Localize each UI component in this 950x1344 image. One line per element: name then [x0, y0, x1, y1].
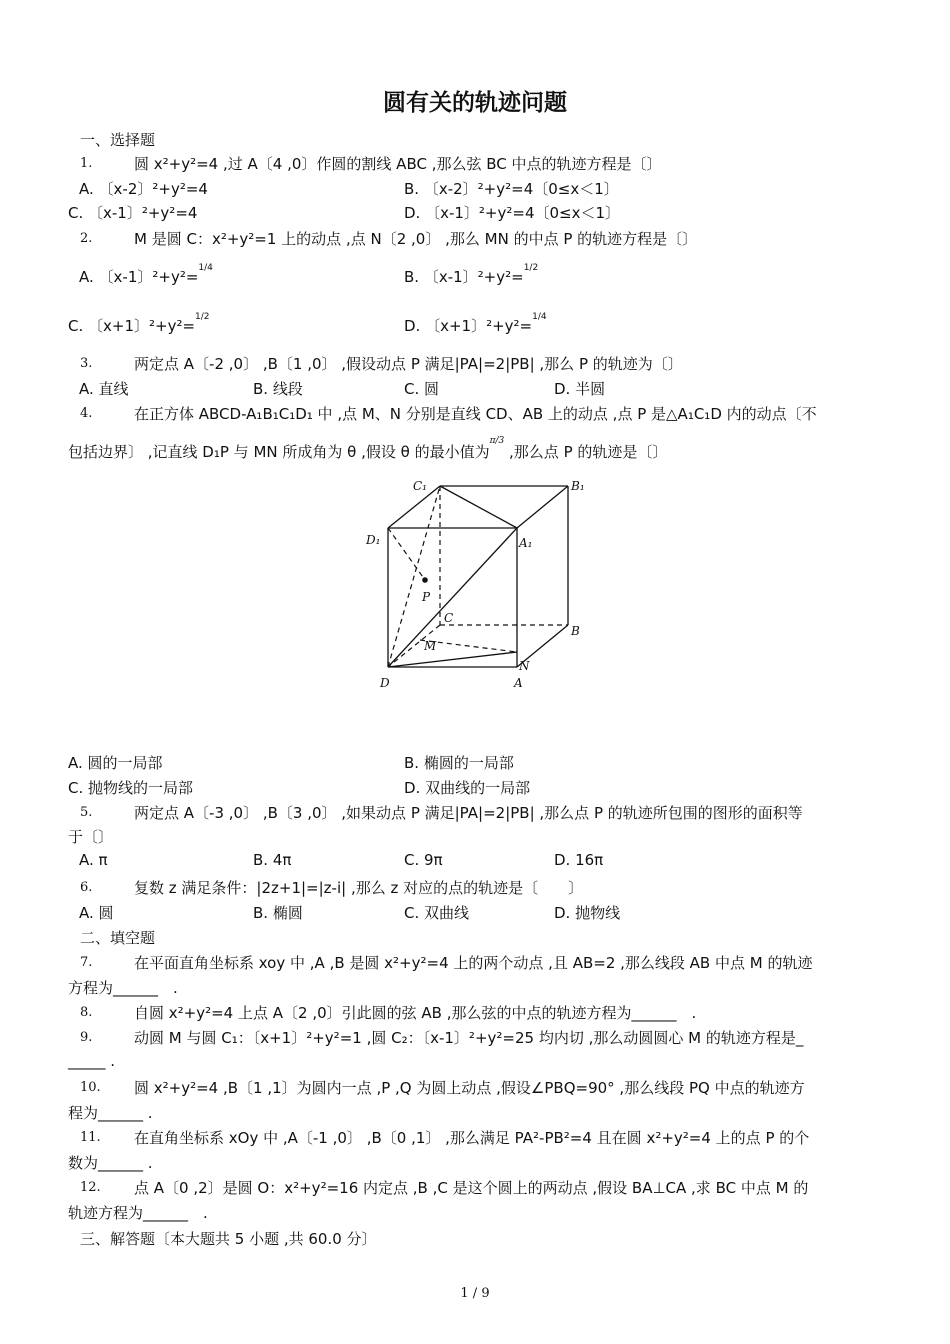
question-number: 3. [80, 356, 93, 371]
section-heading-fill: 二、填空题 [80, 929, 156, 947]
section-heading-answer: 三、解答题〔本大题共 5 小题 ,共 60.0 分〕 [80, 1230, 377, 1248]
question-stem: 在正方体 ABCD-A₁B₁C₁D₁ 中 ,点 M、N 分别是直线 CD、AB 上的动点 ,点 P 是△A₁C₁D 内的动点〔不 [134, 405, 817, 423]
question-stem: 在平面直角坐标系 xoy 中 ,A ,B 是圆 x²+y²=4 上的两个动点 ,且 AB=2 ,那么线段 AB 中点 M 的轨迹 [134, 954, 813, 972]
option-b: B. 〔x-2〕²+y²=4〔0≤x＜1〕 [404, 180, 619, 198]
option-c: C. 抛物线的一局部 [68, 779, 194, 797]
question-number: 10. [80, 1080, 101, 1095]
label-b1: B₁ [571, 479, 585, 493]
question-stem: 圆 x²+y²=4 ,B〔1 ,1〕为圆内一点 ,P ,Q 为圆上动点 ,假设∠PBQ=90° ,那么线段 PQ 中点的轨迹方 [134, 1079, 805, 1097]
question-number: 4. [80, 406, 93, 421]
question-stem: 两定点 A〔-3 ,0〕 ,B〔3 ,0〕 ,如果动点 P 满足|PA|=2|PB| ,那么点 P 的轨迹所包围的图形的面积等 [134, 804, 803, 822]
question-stem: 在直角坐标系 xOy 中 ,A〔-1 ,0〕 ,B〔0 ,1〕 ,那么满足 PA²-PB²=4 且在圆 x²+y²=4 上的点 P 的个 [134, 1129, 810, 1147]
label-d1: D₁ [366, 533, 381, 547]
option-a: A. 〔x-1〕²+y²=$^{1/4}$ [79, 263, 213, 286]
fraction: π/3 [489, 436, 505, 446]
option-d: D. 双曲线的一局部 [404, 779, 531, 797]
question-stem: 动圆 M 与圆 C₁：〔x+1〕²+y²=1 ,圆 C₂：〔x-1〕²+y²=25 均内切 ,那么动圆圆心 M 的轨迹方程是_ [134, 1029, 804, 1047]
fraction: 1/4 [532, 312, 547, 322]
option-b: B. 椭圆的一局部 [404, 754, 514, 772]
question-stem: M 是圆 C：x²+y²=1 上的动点 ,点 N〔2 ,0〕 ,那么 MN 的中点 P 的轨迹方程是〔〕 [134, 230, 698, 248]
question-number: 2. [80, 231, 93, 246]
option-b: B. 椭圆 [253, 904, 303, 922]
question-stem: 复数 z 满足条件：|2z+1|=|z-i| ,那么 z 对应的点的轨迹是〔 〕 [134, 879, 584, 897]
option-a: A. 直线 [79, 380, 129, 398]
option-a: A. 圆的一局部 [68, 754, 163, 772]
label-b: B [571, 624, 580, 638]
hidden-segment-d1-p [388, 528, 425, 580]
label-a1: A₁ [519, 536, 533, 550]
option-c: C. 9π [404, 851, 443, 869]
question-number: 8. [80, 1005, 93, 1020]
question-stem-continued: 方程为______ . [68, 979, 178, 997]
question-stem: 两定点 A〔-2 ,0〕 ,B〔1 ,0〕 ,假设动点 P 满足|PA|=2|PB| ,那么 P 的轨迹为〔〕 [134, 355, 683, 373]
question-stem-continued: 于〔〕 [68, 828, 114, 846]
label-c1: C₁ [413, 479, 427, 493]
diag-c1-a1 [440, 486, 517, 528]
question-number: 1. [80, 156, 93, 171]
question-stem-continued: 数为______ . [68, 1154, 153, 1172]
question-number: 12. [80, 1180, 101, 1195]
question-stem-continued: 程为______ . [68, 1104, 153, 1122]
option-b: B. 线段 [253, 380, 303, 398]
cube-figure [360, 470, 600, 700]
page-title: 圆有关的轨迹问题 [383, 90, 567, 116]
option-c: C. 〔x-1〕²+y²=4 [68, 204, 198, 222]
question-number: 7. [80, 955, 93, 970]
question-number: 5. [80, 805, 93, 820]
option-d: D. 抛物线 [554, 904, 621, 922]
question-stem-continued: 轨迹方程为______ . [68, 1204, 208, 1222]
option-a: A. 〔x-2〕²+y²=4 [79, 180, 208, 198]
option-d: D. 〔x+1〕²+y²=$^{1/4}$ [404, 312, 547, 335]
label-m: M [424, 639, 437, 653]
option-d: D. 16π [554, 851, 604, 869]
page-number: 1 / 9 [460, 1286, 490, 1301]
option-b: B. 〔x-1〕²+y²=$^{1/2}$ [404, 263, 539, 286]
question-stem: 自圆 x²+y²=4 上点 A〔2 ,0〕引此圆的弦 AB ,那么弦的中点的轨迹方程为______ . [134, 1004, 697, 1022]
question-stem: 点 A〔0 ,2〕是圆 O：x²+y²=16 内定点 ,B ,C 是这个圆上的两动点 ,假设 BA⊥CA ,求 BC 中点 M 的 [134, 1179, 809, 1197]
question-stem-continued: _____ . [68, 1052, 116, 1070]
question-stem-continued: 包括边界〕 ,记直线 D₁P 与 MN 所成角为 θ ,假设 θ 的最小值为$^{\pi/3}$ ,那么点 P 的轨迹是〔〕 [68, 436, 668, 461]
label-p: P [422, 590, 431, 604]
question-number: 11. [80, 1130, 101, 1145]
option-d: D. 半圆 [554, 380, 606, 398]
option-a: A. π [79, 851, 108, 869]
label-d: D [380, 676, 390, 690]
question-number: 9. [80, 1030, 93, 1045]
option-c: C. 圆 [404, 380, 440, 398]
label-a: A [514, 676, 523, 690]
fraction: 1/2 [195, 312, 210, 322]
label-c: C [444, 611, 454, 625]
question-stem: 圆 x²+y²=4 ,过 A〔4 ,0〕作圆的割线 ABC ,那么弦 BC 中点的轨迹方程是〔〕 [134, 155, 662, 173]
option-c: C. 双曲线 [404, 904, 470, 922]
label-n: N [519, 659, 530, 673]
fraction: 1/4 [198, 263, 213, 273]
question-number: 6. [80, 880, 93, 895]
option-d: D. 〔x-1〕²+y²=4〔0≤x＜1〕 [404, 204, 621, 222]
segment-d-n [388, 652, 517, 667]
edge-b1-a1 [517, 486, 568, 528]
fraction: 1/2 [523, 263, 539, 273]
option-c: C. 〔x+1〕²+y²=$^{1/2}$ [68, 312, 210, 335]
point-p [422, 577, 428, 583]
option-a: A. 圆 [79, 904, 114, 922]
section-heading-choice: 一、选择题 [80, 131, 156, 149]
option-b: B. 4π [253, 851, 292, 869]
